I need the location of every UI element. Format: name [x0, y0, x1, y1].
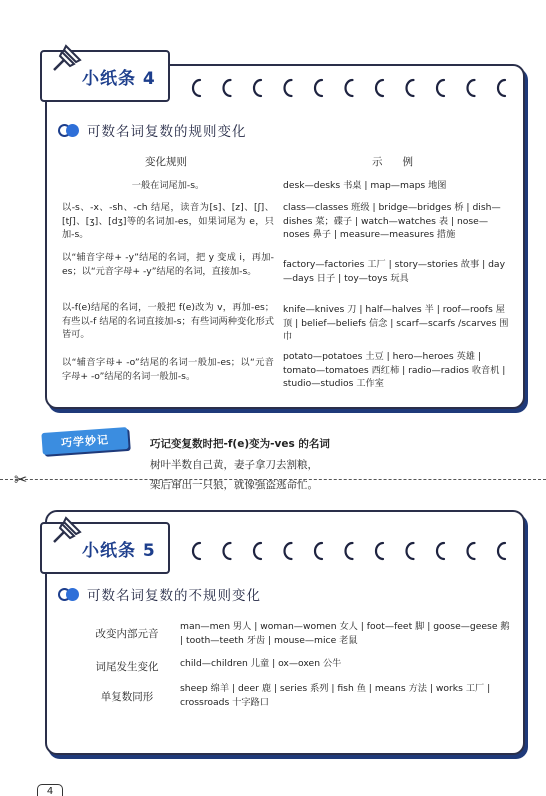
binder-ring: [193, 80, 200, 96]
section-heading: [58, 120, 247, 140]
section-title: 可数名词复数的规则变化: [87, 124, 247, 140]
cut-line: [0, 479, 546, 480]
binder-ring: [376, 543, 383, 559]
rule-cell: 以-f(e)结尾的名词，一般把 f(e)改为 v，再加-es；有些以-f 结尾的名词直接加-s；有些词两种变化形式皆可。: [62, 302, 274, 340]
tip-title: 巧记变复数时把-f(e)变为-ves 的名词: [150, 438, 330, 450]
rule-cell: 以“辅音字母+ -y”结尾的名词，把 y 变成 i，再加-es；以“元音字母+ -y”结尾的名词，直接加-s。: [62, 252, 274, 277]
binder-ring: [437, 80, 444, 96]
binder-ring: [315, 80, 322, 96]
binder-ring: [407, 543, 414, 559]
binder-ring: [346, 80, 353, 96]
binder-ring: [498, 80, 505, 96]
page-number: 4: [37, 784, 63, 796]
example-cell: factory—factories 工厂 | story—stories 故事 | day—days 日子 | toy—toys 玩具: [283, 259, 506, 284]
binder-ring: [254, 80, 261, 96]
bullet-dots-icon: [58, 124, 79, 137]
binder-ring: [346, 543, 353, 559]
binder-rings: [186, 76, 526, 98]
rule-cell: 一般在词尾加-s。: [131, 180, 205, 191]
irregular-rule-label: 单复数同形: [100, 691, 154, 703]
note-tab-title: 小纸条 5: [82, 540, 156, 561]
note-tab-title: 小纸条 4: [82, 68, 156, 89]
binder-ring: [468, 80, 475, 96]
binder-ring: [193, 543, 200, 559]
tip-rhyme-line: 架后窜出一只狼，就像强盗逃命忙。: [150, 479, 318, 491]
section-title: 可数名词复数的不规则变化: [87, 588, 261, 604]
example-cell: potato—potatoes 土豆 | hero—heroes 英雄 | tomato—tomatoes 西红柿 | radio—radios 收音机 | studio—studios 工作室: [283, 351, 506, 389]
binder-ring: [468, 543, 475, 559]
bullet-dots-icon: [58, 588, 79, 601]
binder-ring: [254, 543, 261, 559]
rule-cell: 以-s、-x、-sh、-ch 结尾，读音为[s]、[z]、[ʃ]、[tʃ]、[ʒ]、[dʒ]等的名词加-es，如果词尾为 e，只加-s。: [62, 202, 274, 240]
scissors-icon: ✂: [14, 470, 28, 489]
binder-ring: [498, 543, 505, 559]
column-header-example: 示例: [372, 156, 433, 168]
column-header-rule: 变化规则: [145, 156, 187, 168]
tip-rhyme-line: 树叶半数自己黄，妻子拿刀去割粮，: [150, 459, 318, 471]
binder-ring: [285, 80, 292, 96]
pushpin-icon: [46, 40, 88, 82]
binder-ring: [224, 543, 231, 559]
binder-ring: [407, 80, 414, 96]
binder-ring: [224, 80, 231, 96]
example-cell: desk—desks 书桌 | map—maps 地图: [283, 180, 447, 191]
example-cell: class—classes 班级 | bridge—bridges 桥 | dish—dishes 菜；碟子 | watch—watches 表 | nose—noses 鼻子 | measure—measures 措施: [283, 202, 501, 240]
irregular-examples: sheep 绵羊 | deer 鹿 | series 系列 | fish 鱼 | means 方法 | works 工厂 | crossroads 十字路口: [180, 683, 491, 708]
irregular-examples: man—men 男人 | woman—women 女人 | foot—feet 脚 | goose—geese 鹅 | tooth—teeth 牙齿 | mouse—mice 老鼠: [180, 621, 510, 646]
irregular-rule-label: 改变内部元音: [95, 628, 159, 640]
binder-ring: [437, 543, 444, 559]
irregular-rule-label: 词尾发生变化: [95, 661, 159, 673]
binder-ring: [285, 543, 292, 559]
pushpin-icon: [46, 512, 88, 554]
example-cell: knife—knives 刀 | half—halves 半 | roof—roofs 屋顶 | belief—beliefs 信念 | scarf—scarfs /scarves 围巾: [283, 304, 509, 342]
binder-ring: [315, 543, 322, 559]
binder-ring: [376, 80, 383, 96]
rule-cell: 以“辅音字母+ -o”结尾的名词一般加-es；以“元音字母+ -o”结尾的名词一般加-s。: [62, 357, 274, 382]
irregular-examples: child—children 儿童 | ox—oxen 公牛: [180, 658, 342, 669]
section-heading: [58, 584, 261, 604]
binder-rings: [186, 539, 526, 561]
memory-tip-badge: 巧学妙记: [41, 427, 128, 455]
